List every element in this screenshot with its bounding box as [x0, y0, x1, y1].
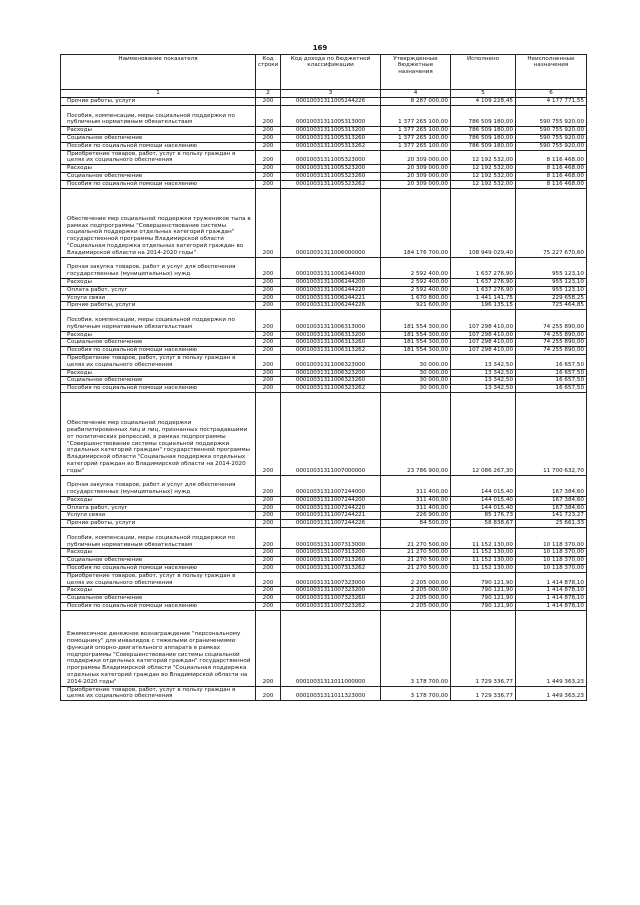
row-approved-cell: 21 270 500,00: [381, 557, 451, 565]
row-code-cell: 200: [256, 165, 281, 173]
row-name-cell: Пособия, компенсации, меры социальной поддержки по публичным нормативным обязательствам: [61, 310, 256, 331]
table-row: [61, 354, 587, 369]
row-executed-cell: 12 086 267,30: [451, 392, 516, 475]
row-kbk-cell: 00010031311006313262: [281, 347, 381, 355]
row-executed-cell: 13 342,50: [451, 385, 516, 393]
row-name-cell: Ежемесячное денежное вознаграждение "персональному помощнику" для инвалидов с тяжелыми ограничениями функций опорно-двигательного аппарата в рамках подпрограммы "Совершенствование системы социальной поддержки отдельных категорий граждан" государственной программы Владимирской области "Социальная поддержка отдельных категорий граждан во Владимирской области на 2014-2020 годы": [61, 610, 256, 686]
row-name-cell: Прочие работы, услуги: [61, 302, 256, 310]
row-code-cell: 200: [256, 475, 281, 496]
row-approved-cell: 3 178 700,00: [381, 610, 451, 686]
row-name-cell: Оплата работ, услуг: [61, 504, 256, 512]
row-code-cell: 200: [256, 587, 281, 595]
table-row: [61, 134, 587, 142]
row-kbk-cell: 00010031311007244000: [281, 475, 381, 496]
header-executed: Исполнено: [451, 55, 516, 90]
row-approved-cell: 921 600,00: [381, 302, 451, 310]
table-row: [61, 475, 587, 496]
row-executed-cell: 1 637 276,90: [451, 278, 516, 286]
budget-execution-table: [60, 54, 587, 701]
row-unexecuted-cell: 74 255 890,00: [516, 347, 587, 355]
row-name-cell: Обеспечение мер социальной поддержки тружеников тыла в рамках подпрограммы "Совершенствование системы социальной поддержки отдельных категорий граждан" государственной программы Владимирской области "Социальная поддержка отдельных категорий граждан во Владимирской области на 2014-2020 годы": [61, 188, 256, 257]
row-name-cell: Прочая закупка товаров, работ и услуг для обеспечения государственных (муниципальных) нужд: [61, 475, 256, 496]
row-executed-cell: 196 135,15: [451, 302, 516, 310]
row-kbk-cell: 00010031311007323260: [281, 595, 381, 603]
row-unexecuted-cell: 75 227 670,60: [516, 188, 587, 257]
row-approved-cell: 1 670 800,00: [381, 294, 451, 302]
table-row: [61, 286, 587, 294]
row-name-cell: Оплата работ, услуг: [61, 286, 256, 294]
row-unexecuted-cell: 590 755 920,00: [516, 134, 587, 142]
row-code-cell: 200: [256, 310, 281, 331]
row-code-cell: 200: [256, 392, 281, 475]
row-approved-cell: 84 500,00: [381, 520, 451, 528]
table-row: [61, 603, 587, 611]
row-name-cell: Социальное обеспечение: [61, 377, 256, 385]
column-number: 4: [381, 90, 451, 98]
row-executed-cell: 144 015,40: [451, 504, 516, 512]
row-code-cell: 200: [256, 603, 281, 611]
row-code-cell: 200: [256, 302, 281, 310]
row-executed-cell: 11 152 130,00: [451, 557, 516, 565]
row-kbk-cell: 00010031311006244220: [281, 286, 381, 294]
row-approved-cell: 184 176 700,00: [381, 188, 451, 257]
row-code-cell: 200: [256, 98, 281, 106]
row-approved-cell: 20 309 000,00: [381, 150, 451, 165]
column-number: 3: [281, 90, 381, 98]
row-unexecuted-cell: 1 414 878,10: [516, 572, 587, 587]
row-executed-cell: 1 637 276,90: [451, 257, 516, 278]
table-row: [61, 339, 587, 347]
header-unexecuted: Неисполненные назначения: [516, 55, 587, 90]
row-code-cell: 200: [256, 180, 281, 188]
row-kbk-cell: 00010031311005313262: [281, 142, 381, 150]
row-kbk-cell: 00010031311005323260: [281, 172, 381, 180]
table-row: [61, 294, 587, 302]
table-row: [61, 302, 587, 310]
row-approved-cell: 1 377 265 100,00: [381, 105, 451, 126]
row-name-cell: Расходы: [61, 496, 256, 504]
row-kbk-cell: 00010031311011000000: [281, 610, 381, 686]
row-approved-cell: 2 592 400,00: [381, 286, 451, 294]
row-kbk-cell: 00010031311007244226: [281, 520, 381, 528]
row-executed-cell: 107 298 410,00: [451, 339, 516, 347]
table-row: [61, 105, 587, 126]
row-unexecuted-cell: 955 123,10: [516, 257, 587, 278]
row-unexecuted-cell: 590 755 920,00: [516, 127, 587, 135]
row-unexecuted-cell: 167 384,60: [516, 475, 587, 496]
table-row: [61, 610, 587, 686]
row-executed-cell: 85 176,73: [451, 512, 516, 520]
row-approved-cell: 2 205 000,00: [381, 595, 451, 603]
row-approved-cell: 226 900,00: [381, 512, 451, 520]
row-executed-cell: 11 152 130,00: [451, 528, 516, 549]
row-approved-cell: 1 377 265 100,00: [381, 127, 451, 135]
row-executed-cell: 786 509 180,00: [451, 105, 516, 126]
row-kbk-cell: 00010031311006313260: [281, 339, 381, 347]
row-unexecuted-cell: 74 255 890,00: [516, 310, 587, 331]
row-kbk-cell: 00010031311007313000: [281, 528, 381, 549]
row-unexecuted-cell: 590 755 920,00: [516, 105, 587, 126]
table-row: [61, 504, 587, 512]
row-unexecuted-cell: 16 657,50: [516, 369, 587, 377]
row-code-cell: 200: [256, 105, 281, 126]
row-name-cell: Социальное обеспечение: [61, 595, 256, 603]
row-code-cell: 200: [256, 354, 281, 369]
row-code-cell: 200: [256, 150, 281, 165]
header-code: Код строки: [256, 55, 281, 90]
row-approved-cell: 2 205 000,00: [381, 587, 451, 595]
row-name-cell: Пособия по социальной помощи населению: [61, 347, 256, 355]
row-executed-cell: 12 192 532,00: [451, 180, 516, 188]
table-row: [61, 310, 587, 331]
row-kbk-cell: 00010031311007313260: [281, 557, 381, 565]
table-row: [61, 331, 587, 339]
row-kbk-cell: 00010031311007323200: [281, 587, 381, 595]
row-code-cell: 200: [256, 565, 281, 573]
table-row: [61, 278, 587, 286]
row-code-cell: 200: [256, 339, 281, 347]
row-unexecuted-cell: 74 255 890,00: [516, 339, 587, 347]
row-unexecuted-cell: 74 255 890,00: [516, 331, 587, 339]
row-approved-cell: 1 377 265 100,00: [381, 142, 451, 150]
row-unexecuted-cell: 16 657,50: [516, 354, 587, 369]
row-code-cell: 200: [256, 278, 281, 286]
row-unexecuted-cell: 10 118 370,00: [516, 528, 587, 549]
row-approved-cell: 21 270 500,00: [381, 565, 451, 573]
row-code-cell: 200: [256, 188, 281, 257]
row-name-cell: Социальное обеспечение: [61, 134, 256, 142]
row-name-cell: Прочая закупка товаров, работ и услуг для обеспечения государственных (муниципальных) нужд: [61, 257, 256, 278]
table-header-row: [61, 55, 587, 90]
row-kbk-cell: 00010031311006313000: [281, 310, 381, 331]
row-executed-cell: 1 729 336,77: [451, 610, 516, 686]
row-approved-cell: 3 178 700,00: [381, 686, 451, 701]
row-unexecuted-cell: 590 755 920,00: [516, 142, 587, 150]
row-approved-cell: 181 554 300,00: [381, 331, 451, 339]
table-row: [61, 165, 587, 173]
row-unexecuted-cell: 229 658,25: [516, 294, 587, 302]
row-kbk-cell: 00010031311006244221: [281, 294, 381, 302]
table-row: [61, 549, 587, 557]
row-kbk-cell: 00010031311006000000: [281, 188, 381, 257]
row-code-cell: 200: [256, 347, 281, 355]
row-name-cell: Пособия по социальной помощи населению: [61, 385, 256, 393]
row-kbk-cell: 00010031311005244226: [281, 98, 381, 106]
row-executed-cell: 786 509 180,00: [451, 142, 516, 150]
table-row: [61, 686, 587, 701]
table-row: [61, 377, 587, 385]
row-kbk-cell: 00010031311005313260: [281, 134, 381, 142]
row-kbk-cell: 00010031311006244226: [281, 302, 381, 310]
table-row: [61, 496, 587, 504]
table-row: [61, 150, 587, 165]
row-unexecuted-cell: 725 464,85: [516, 302, 587, 310]
row-approved-cell: 21 270 500,00: [381, 549, 451, 557]
row-name-cell: Пособия по социальной помощи населению: [61, 180, 256, 188]
table-row: [61, 172, 587, 180]
row-code-cell: 200: [256, 286, 281, 294]
row-kbk-cell: 00010031311007313262: [281, 565, 381, 573]
table-row: [61, 587, 587, 595]
header-approved: Утвержденные бюджетные назначения: [381, 55, 451, 90]
row-code-cell: 200: [256, 686, 281, 701]
row-approved-cell: 8 287 000,00: [381, 98, 451, 106]
row-name-cell: Социальное обеспечение: [61, 339, 256, 347]
row-executed-cell: 786 509 180,00: [451, 134, 516, 142]
row-approved-cell: 2 592 400,00: [381, 257, 451, 278]
row-name-cell: Прочие работы, услуги: [61, 520, 256, 528]
row-kbk-cell: 00010031311007244200: [281, 496, 381, 504]
row-executed-cell: 790 121,90: [451, 572, 516, 587]
row-code-cell: 200: [256, 257, 281, 278]
row-name-cell: Обеспечение мер социальной поддержки реабилитированных лиц и лиц, признанных пострадавшими от политических репрессий, в рамках подпрограммы "Совершенствование системы социальной поддержки отдельных категорий граждан" государственной программы Владимирской области "Социальная поддержка отдельных категорий граждан во Владимирской области на 2014-2020 годы": [61, 392, 256, 475]
row-unexecuted-cell: 1 449 363,23: [516, 686, 587, 701]
table-row: [61, 347, 587, 355]
row-name-cell: Пособия по социальной помощи населению: [61, 565, 256, 573]
table-row: [61, 369, 587, 377]
row-kbk-cell: 00010031311006244200: [281, 278, 381, 286]
row-name-cell: Услуги связи: [61, 512, 256, 520]
row-unexecuted-cell: 11 700 632,70: [516, 392, 587, 475]
row-kbk-cell: 00010031311006323262: [281, 385, 381, 393]
row-kbk-cell: 00010031311005323200: [281, 165, 381, 173]
row-executed-cell: 144 015,40: [451, 496, 516, 504]
row-unexecuted-cell: 1 414 878,10: [516, 587, 587, 595]
row-code-cell: 200: [256, 528, 281, 549]
row-code-cell: 200: [256, 549, 281, 557]
row-executed-cell: 144 015,40: [451, 475, 516, 496]
row-kbk-cell: 00010031311006313200: [281, 331, 381, 339]
row-name-cell: Социальное обеспечение: [61, 557, 256, 565]
row-kbk-cell: 00010031311006323260: [281, 377, 381, 385]
row-kbk-cell: 00010031311005313200: [281, 127, 381, 135]
row-name-cell: Социальное обеспечение: [61, 172, 256, 180]
row-code-cell: 200: [256, 377, 281, 385]
table-row: [61, 142, 587, 150]
row-kbk-cell: 00010031311007323262: [281, 603, 381, 611]
row-approved-cell: 311 400,00: [381, 504, 451, 512]
row-approved-cell: 2 205 000,00: [381, 572, 451, 587]
row-name-cell: Приобретение товаров, работ, услуг в пользу граждан в целях их социального обеспечения: [61, 150, 256, 165]
row-kbk-cell: 00010031311007313200: [281, 549, 381, 557]
row-name-cell: Прочие работы, услуги: [61, 98, 256, 106]
row-code-cell: 200: [256, 294, 281, 302]
row-executed-cell: 4 109 228,45: [451, 98, 516, 106]
row-approved-cell: 2 205 000,00: [381, 603, 451, 611]
row-code-cell: 200: [256, 172, 281, 180]
table-row: [61, 595, 587, 603]
row-executed-cell: 107 298 410,00: [451, 310, 516, 331]
table-row: [61, 512, 587, 520]
row-approved-cell: 181 554 300,00: [381, 339, 451, 347]
row-unexecuted-cell: 955 123,10: [516, 286, 587, 294]
row-executed-cell: 790 121,90: [451, 595, 516, 603]
row-name-cell: Пособия по социальной помощи населению: [61, 142, 256, 150]
row-approved-cell: 30 000,00: [381, 369, 451, 377]
row-code-cell: 200: [256, 557, 281, 565]
row-unexecuted-cell: 167 384,60: [516, 496, 587, 504]
row-name-cell: Пособия, компенсации, меры социальной поддержки по публичным нормативным обязательствам: [61, 528, 256, 549]
row-executed-cell: 790 121,90: [451, 603, 516, 611]
row-code-cell: 200: [256, 142, 281, 150]
row-kbk-cell: 00010031311007244221: [281, 512, 381, 520]
row-executed-cell: 11 152 130,00: [451, 549, 516, 557]
table-row: [61, 180, 587, 188]
row-executed-cell: 108 949 029,40: [451, 188, 516, 257]
row-kbk-cell: 00010031311005323262: [281, 180, 381, 188]
row-executed-cell: 786 509 180,00: [451, 127, 516, 135]
row-approved-cell: 311 400,00: [381, 496, 451, 504]
table-row: [61, 572, 587, 587]
column-number-row: [61, 90, 587, 98]
row-kbk-cell: 00010031311006323000: [281, 354, 381, 369]
row-approved-cell: 20 309 000,00: [381, 172, 451, 180]
row-unexecuted-cell: 1 414 878,10: [516, 603, 587, 611]
row-kbk-cell: 00010031311007323000: [281, 572, 381, 587]
row-executed-cell: 12 192 532,00: [451, 165, 516, 173]
table-row: [61, 392, 587, 475]
row-kbk-cell: 00010031311006244000: [281, 257, 381, 278]
row-kbk-cell: 00010031311005313000: [281, 105, 381, 126]
row-approved-cell: 30 000,00: [381, 377, 451, 385]
row-code-cell: 200: [256, 504, 281, 512]
row-name-cell: Приобретение товаров, работ, услуг в пользу граждан в целях их социального обеспечения: [61, 354, 256, 369]
row-executed-cell: 790 121,90: [451, 587, 516, 595]
table-row: [61, 188, 587, 257]
row-unexecuted-cell: 16 657,50: [516, 385, 587, 393]
row-unexecuted-cell: 10 118 370,00: [516, 565, 587, 573]
row-name-cell: Расходы: [61, 549, 256, 557]
row-executed-cell: 58 838,67: [451, 520, 516, 528]
row-approved-cell: 2 592 400,00: [381, 278, 451, 286]
table-row: [61, 257, 587, 278]
row-code-cell: 200: [256, 520, 281, 528]
row-executed-cell: 1 441 141,75: [451, 294, 516, 302]
row-name-cell: Приобретение товаров, работ, услуг в пользу граждан в целях их социального обеспечения: [61, 572, 256, 587]
column-number: 5: [451, 90, 516, 98]
row-executed-cell: 12 192 532,00: [451, 150, 516, 165]
row-executed-cell: 107 298 410,00: [451, 347, 516, 355]
row-kbk-cell: 00010031311005323000: [281, 150, 381, 165]
row-approved-cell: 311 400,00: [381, 475, 451, 496]
page-number: 169: [312, 44, 328, 52]
row-executed-cell: 1 637 276,90: [451, 286, 516, 294]
row-unexecuted-cell: 10 118 370,00: [516, 557, 587, 565]
row-code-cell: 200: [256, 572, 281, 587]
row-approved-cell: 20 309 000,00: [381, 165, 451, 173]
row-approved-cell: 20 309 000,00: [381, 180, 451, 188]
row-name-cell: Приобретение товаров, работ, услуг в пользу граждан в целях их социального обеспечения: [61, 686, 256, 701]
row-unexecuted-cell: 1 414 878,10: [516, 595, 587, 603]
column-number: 1: [61, 90, 256, 98]
row-executed-cell: 11 152 130,00: [451, 565, 516, 573]
table-row: [61, 557, 587, 565]
header-kbk: Код дохода по бюджетной классификации: [281, 55, 381, 90]
table-body: [61, 98, 587, 701]
row-unexecuted-cell: 141 723,27: [516, 512, 587, 520]
column-number: 6: [516, 90, 587, 98]
row-unexecuted-cell: 16 657,50: [516, 377, 587, 385]
row-code-cell: 200: [256, 385, 281, 393]
row-unexecuted-cell: 4 177 771,55: [516, 98, 587, 106]
row-name-cell: Расходы: [61, 331, 256, 339]
table-row: [61, 520, 587, 528]
column-number: 2: [256, 90, 281, 98]
row-code-cell: 200: [256, 127, 281, 135]
row-name-cell: Расходы: [61, 587, 256, 595]
row-kbk-cell: 00010031311007244220: [281, 504, 381, 512]
row-name-cell: Услуги связи: [61, 294, 256, 302]
row-unexecuted-cell: 1 449 363,23: [516, 610, 587, 686]
table-row: [61, 98, 587, 106]
table-row: [61, 127, 587, 135]
row-kbk-cell: 00010031311006323200: [281, 369, 381, 377]
row-name-cell: Расходы: [61, 127, 256, 135]
header-name: Наименование показателя: [61, 55, 256, 90]
row-code-cell: 200: [256, 595, 281, 603]
row-code-cell: 200: [256, 331, 281, 339]
row-approved-cell: 1 377 265 100,00: [381, 134, 451, 142]
row-code-cell: 200: [256, 512, 281, 520]
row-executed-cell: 13 342,50: [451, 377, 516, 385]
table-row: [61, 385, 587, 393]
row-kbk-cell: 00010031311011323000: [281, 686, 381, 701]
row-kbk-cell: 00010031311007000000: [281, 392, 381, 475]
row-unexecuted-cell: 10 118 370,00: [516, 549, 587, 557]
row-unexecuted-cell: 955 123,10: [516, 278, 587, 286]
row-name-cell: Расходы: [61, 278, 256, 286]
row-executed-cell: 12 192 532,00: [451, 172, 516, 180]
row-approved-cell: 181 554 300,00: [381, 347, 451, 355]
row-unexecuted-cell: 8 116 468,00: [516, 172, 587, 180]
row-approved-cell: 30 000,00: [381, 385, 451, 393]
row-name-cell: Пособия по социальной помощи населению: [61, 603, 256, 611]
row-unexecuted-cell: 25 661,33: [516, 520, 587, 528]
row-executed-cell: 13 342,50: [451, 369, 516, 377]
row-unexecuted-cell: 8 116 468,00: [516, 165, 587, 173]
row-executed-cell: 1 729 336,77: [451, 686, 516, 701]
row-code-cell: 200: [256, 496, 281, 504]
row-approved-cell: 23 786 900,00: [381, 392, 451, 475]
table-row: [61, 528, 587, 549]
row-unexecuted-cell: 8 116 468,00: [516, 150, 587, 165]
row-executed-cell: 107 298 410,00: [451, 331, 516, 339]
row-code-cell: 200: [256, 134, 281, 142]
row-unexecuted-cell: 167 384,60: [516, 504, 587, 512]
row-name-cell: Пособия, компенсации, меры социальной поддержки по публичным нормативным обязательствам: [61, 105, 256, 126]
row-approved-cell: 181 554 300,00: [381, 310, 451, 331]
row-approved-cell: 21 270 500,00: [381, 528, 451, 549]
row-code-cell: 200: [256, 610, 281, 686]
row-name-cell: Расходы: [61, 369, 256, 377]
row-unexecuted-cell: 8 116 468,00: [516, 180, 587, 188]
row-executed-cell: 13 342,50: [451, 354, 516, 369]
table-row: [61, 565, 587, 573]
row-code-cell: 200: [256, 369, 281, 377]
row-name-cell: Расходы: [61, 165, 256, 173]
row-approved-cell: 30 000,00: [381, 354, 451, 369]
